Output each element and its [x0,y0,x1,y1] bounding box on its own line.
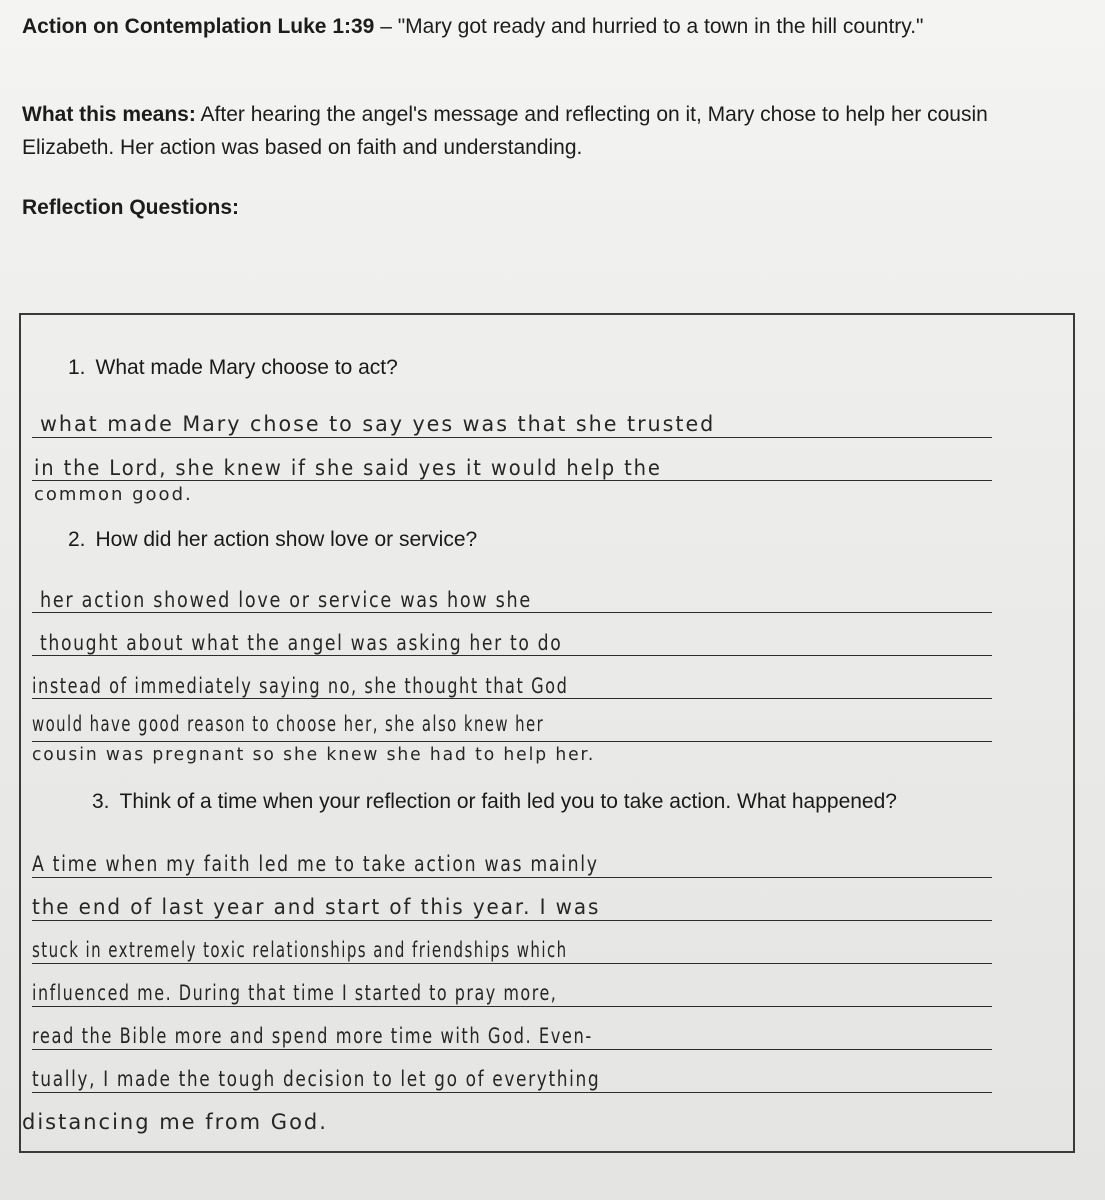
answer-1-line-2: in the Lord, she knew if she said yes it would help the [34,456,662,480]
meaning-text: After hearing the angel's message and reflecting on it, Mary chose to help her cousin Elizabeth. Her action was based on faith and understanding. [22,103,988,159]
title-scripture-ref: Action on Contemplation Luke 1:39 [22,15,375,38]
answer-2-line-2: thought about what the angel was asking her to do [40,631,563,655]
answer-2-line-3: instead of immediately saying no, she thought that God [32,674,569,698]
answer-1-line-1: what made Mary chose to say yes was that she trusted [40,412,716,436]
answer-3-line-3: stuck in extremely toxic relationships and friendships which [32,938,568,962]
question-1 [68,356,398,380]
answer-2-line-1: her action showed love or service was how she [40,588,532,612]
meaning-paragraph [22,98,1022,164]
question-1-text: What made Mary choose to act? [95,356,398,379]
answer-rule [32,698,992,699]
answer-3-line-4: influenced me. During that time I started to pray more, [32,981,558,1005]
question-3 [92,790,897,814]
answer-3-line-2: the end of last year and start of this year. I was [32,895,601,919]
title-quote: – "Mary got ready and hurried to a town in the hill country." [374,15,924,38]
answer-rule [32,655,992,656]
answer-rule [32,741,992,742]
answer-2-line-5: cousin was pregnant so she knew she had to help her. [32,744,596,765]
answer-3-line-5: read the Bible more and spend more time with God. Even- [32,1024,593,1048]
answer-rule [32,1092,992,1093]
answer-1-line-3: common good. [34,484,193,505]
answer-rule [32,920,992,921]
answer-rule [32,480,992,481]
answer-3-line-7: distancing me from God. [22,1110,328,1134]
question-3-text: Think of a time when your reflection or faith led you to take action. What happened? [119,790,897,813]
question-2-text: How did her action show love or service? [95,528,478,551]
answer-rule [32,612,992,613]
question-2 [68,528,477,552]
answer-rule [32,1049,992,1050]
question-1-number: 1. [68,356,86,379]
answer-2-line-4: would have good reason to choose her, she also knew her [32,712,545,736]
answer-3-line-6: tually, I made the tough decision to let go of everything [32,1067,601,1091]
answer-3-line-1: A time when my faith led me to take action was mainly [32,852,599,876]
answer-rule [32,963,992,964]
answer-rule [32,437,992,438]
worksheet-title [22,10,982,43]
question-3-number: 3. [92,790,110,813]
question-2-number: 2. [68,528,86,551]
answer-rule [32,877,992,878]
answer-rule [32,1006,992,1007]
meaning-label: What this means: [22,103,196,126]
reflection-heading: Reflection Questions: [22,196,240,219]
